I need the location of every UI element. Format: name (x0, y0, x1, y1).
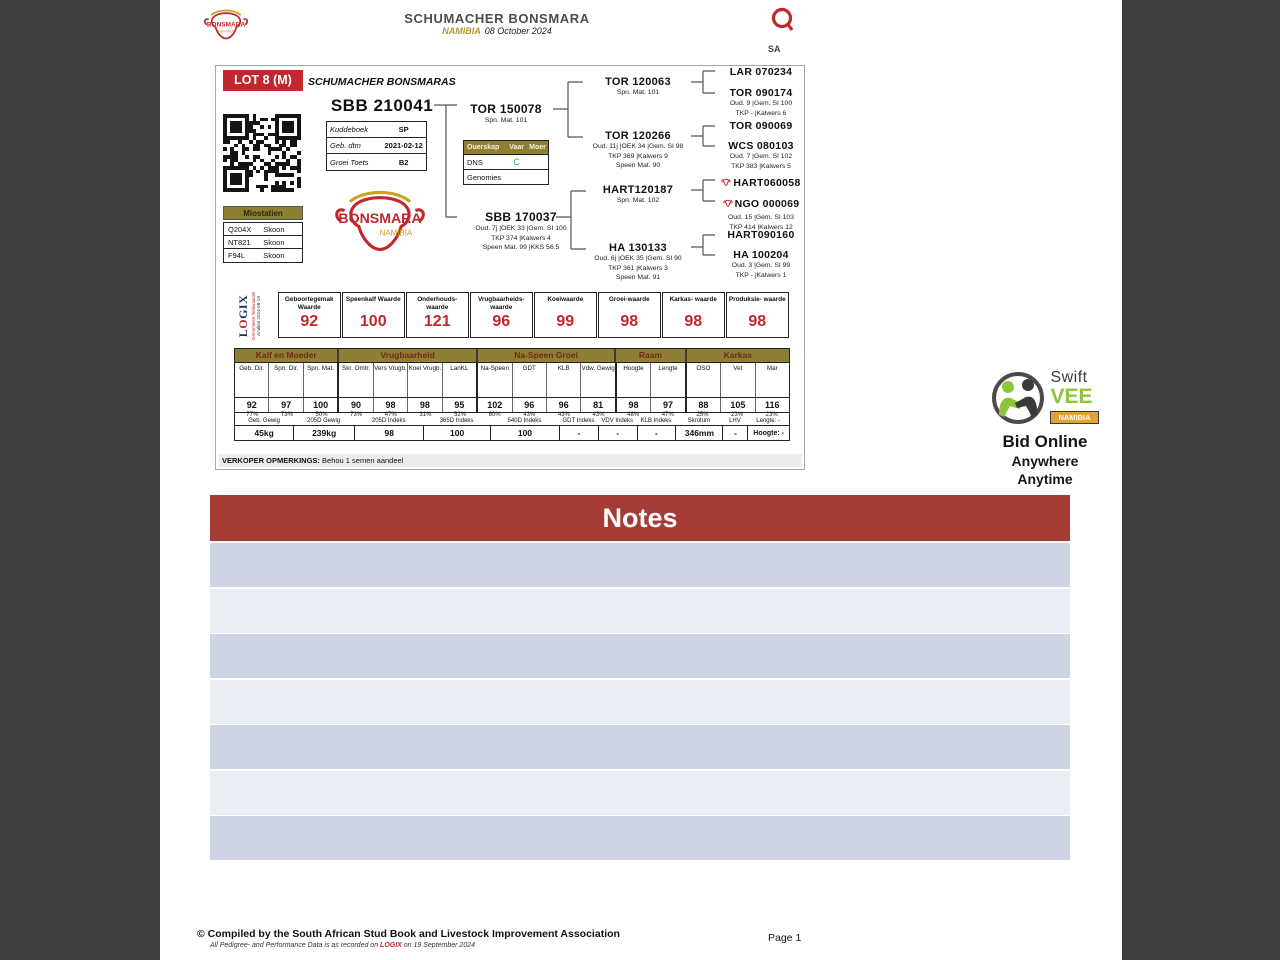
ebv-box-label: Speenkalf Waarde (345, 296, 401, 303)
bonsmara-brand-icon (723, 195, 733, 213)
info-value: SP (398, 125, 409, 134)
measurement-value: 100 (490, 426, 559, 440)
info-row (327, 138, 426, 154)
measurement-label: Geb. Gewig (248, 418, 280, 424)
trait-column-header: GDT (512, 363, 546, 397)
animal-info-table (326, 121, 427, 171)
pedigree-id-row (719, 87, 803, 99)
swiftvee-tagline-1: Bid Online (1002, 432, 1088, 451)
info-value: B2 (398, 157, 409, 167)
notes-empty-row (210, 634, 1070, 678)
sale-date: 08 October 2024 (484, 26, 552, 36)
notes-empty-row (210, 680, 1070, 724)
pedigree-detail-line: Speen Mat. 99 |KKS 56.5 (482, 244, 560, 252)
ebv-index-strip (278, 292, 789, 338)
trait-measurement-row (235, 425, 789, 440)
pedigree-animal-id: TOR 090069 (729, 120, 793, 132)
trait-accuracy: 43% (523, 412, 536, 418)
measurement-value: - (722, 426, 747, 440)
measurement-value: - (559, 426, 598, 440)
pedigree-animal-id: LAR 070234 (729, 66, 793, 78)
trait-column-header: Spn. Dir. (268, 363, 302, 397)
miostatien-status: Skoon (263, 237, 285, 247)
ouerskap-row (464, 154, 548, 169)
trait-value: 92 (246, 400, 257, 410)
swiftvee-brand-main: VEE (1050, 385, 1093, 408)
pedigree-id-row (719, 174, 803, 192)
lot-card (215, 65, 805, 470)
pedigree-animal-id: TOR 120266 (605, 130, 671, 142)
document-page (160, 0, 1122, 960)
measurement-label: GDT Indeks (562, 418, 595, 424)
measurement-label: LHV (729, 418, 741, 424)
trait-accuracy: 52% (454, 412, 467, 418)
pedigree-node (573, 242, 703, 283)
ebv-box (662, 292, 725, 338)
miostatien-status: Skoon (263, 224, 285, 234)
pedigree-detail-line: TKP 361 |Kalwers 3 (608, 264, 668, 272)
ebv-box (406, 292, 469, 338)
miostatien-row (224, 236, 302, 249)
pedigree-id-row (441, 102, 571, 116)
ebv-box-label: Vrugbaarheids- waarde (477, 296, 525, 311)
info-value: 2021-02-12 (384, 141, 423, 150)
pedigree-node (441, 102, 571, 126)
trait-column-header: Mar (755, 363, 789, 397)
measurement-value: 98 (354, 426, 423, 440)
sale-subtitle (297, 26, 697, 36)
trait-group-label: Karkas (685, 349, 789, 362)
notes-title: Notes (210, 495, 1070, 541)
pedigree-node (573, 130, 703, 171)
pedigree-id-row (573, 242, 703, 254)
ebv-box-value: 98 (748, 313, 767, 330)
notes-section (210, 495, 1070, 862)
sale-title: SCHUMACHER BONSMARA (404, 11, 590, 26)
trait-group-label: Na-Speen Groei (476, 349, 615, 362)
trait-column-header: Koei Vrugb. (407, 363, 441, 397)
trait-value-row (235, 397, 789, 412)
trait-table (234, 348, 790, 441)
swiftvee-tagline-3: Anytime (1017, 471, 1073, 488)
pedigree-detail-line: Oud. 6j |OEK 35 |Gem. SI 90 (594, 255, 682, 262)
trait-value: 98 (407, 398, 441, 412)
measurement-label: 365D Indeks (439, 418, 474, 424)
pedigree-detail-line: Oud. 7 |Gem. SI 102 (729, 153, 793, 160)
pedigree-id-row (719, 195, 803, 213)
ouerskap-table (463, 140, 549, 185)
trait-accuracy: 77% (246, 412, 259, 418)
pedigree-id-row (573, 184, 703, 196)
trait-value: 98 (373, 398, 407, 412)
trait-accuracy: 60% (488, 412, 501, 418)
pedigree-detail-line: TKP 383 |Kalwers 5 (731, 162, 791, 170)
trait-group-header-row (235, 349, 789, 362)
notes-empty-row (210, 816, 1070, 860)
trait-accuracy: 43% (557, 412, 570, 418)
notes-empty-row (210, 771, 1070, 815)
info-row (327, 122, 426, 138)
breeder-name: SCHUMACHER BONSMARAS (308, 76, 456, 88)
trait-group-label: Raam (614, 349, 684, 362)
pedigree-animal-id: HART060058 (733, 177, 801, 189)
measurement-value: 100 (423, 426, 489, 440)
pedigree-node (573, 184, 703, 206)
ebv-box (278, 292, 341, 338)
ebv-box (534, 292, 597, 338)
footer-logix: LOGIX (380, 942, 402, 949)
pedigree-id-row (719, 120, 803, 132)
bonsmara-logo-small (200, 6, 252, 48)
pedigree-node (719, 229, 803, 241)
measurement-label: Skrotum (687, 418, 711, 424)
miostatien-table (223, 222, 303, 263)
trait-column-header: LanKL (442, 363, 476, 397)
trait-accuracy: 43% (592, 412, 605, 418)
trait-accuracy: 73% (350, 412, 363, 418)
pedigree-detail-line: Oud. 7j |OEK 33 |Gem. SI 100 (475, 225, 567, 232)
ouerskap-col-moer: Moer (529, 144, 546, 151)
pedigree-id-row (719, 140, 803, 152)
logix-subtitle-1: Genomiese Teelwaarde (250, 291, 256, 341)
trait-value: 96 (546, 398, 580, 412)
pedigree-node (719, 249, 803, 280)
ouerskap-col-vaar: Vaar (509, 144, 525, 151)
ebv-box-label: Geboortegemak Waarde (284, 296, 334, 311)
measurement-label: VDV Indeks (601, 418, 634, 424)
trait-accuracy-row (235, 412, 789, 425)
ebv-box-label: Onderhouds- waarde (417, 296, 458, 311)
pedigree-animal-id: TOR 150078 (470, 102, 542, 116)
pedigree-node (573, 76, 703, 98)
trait-column-header: Geb. Dir. (239, 365, 265, 372)
trait-accuracy: 73% (280, 412, 293, 418)
trait-accuracy: 50% (315, 412, 328, 418)
miostatien-row (224, 249, 302, 262)
bonsmara-logo-large-text: BONSMARA (338, 209, 422, 226)
pedigree-detail-line: Spn. Mat. 102 (616, 197, 660, 204)
trait-value: 96 (512, 398, 546, 412)
ouerskap-row (464, 169, 548, 184)
ebv-box-value: 98 (684, 313, 703, 330)
measurement-label: 540D Indeks (507, 418, 542, 424)
ouerskap-vaar-value: C (513, 157, 520, 167)
bonsmara-logo-text: BONSMARA (206, 21, 246, 29)
trait-value: 100 (303, 398, 337, 412)
info-row (327, 154, 426, 170)
swiftvee-namibia-badge: NAMIBIA (1050, 411, 1098, 424)
seller-remarks (219, 454, 802, 467)
trait-column-header: Lengte (650, 363, 684, 397)
trait-column-header: Hoogte (615, 363, 650, 397)
sa-studbook-icon (768, 6, 796, 34)
pedigree-node (719, 195, 803, 232)
pedigree-id-row (573, 130, 703, 142)
trait-group-label: Vrugbaarheid (337, 349, 476, 362)
pedigree-detail-line: TKP 414 |Kalwers 12 (729, 223, 793, 231)
trait-accuracy: 47% (661, 412, 674, 418)
miostatien-status: Skoon (263, 251, 285, 260)
pedigree-id-row (436, 210, 606, 224)
pedigree-node (719, 66, 803, 78)
pedigree-detail-line: TKP 369 |Kalwers 9 (608, 152, 668, 160)
trait-value: 90 (337, 398, 372, 412)
measurement-value: 45kg (254, 428, 274, 438)
trait-value: 97 (650, 398, 684, 412)
measurement-label: Lengte: - (756, 418, 780, 424)
qr-module (297, 188, 301, 192)
ebv-box (598, 292, 661, 338)
trait-column-header: Vdw. Gewig (580, 363, 614, 397)
pedigree-detail-line: TKP - |Kalwers 1 (735, 271, 787, 279)
pedigree-id-row (573, 76, 703, 88)
trait-accuracy: 31% (419, 412, 432, 418)
pedigree-detail-line: Oud. 3 |Gem. SI 99 (731, 262, 791, 269)
measurement-value: - (598, 426, 637, 440)
bonsmara-logo-large-sub: NAMIBIA (379, 228, 413, 238)
pedigree-node (719, 140, 803, 171)
trait-column-header-row (235, 362, 789, 397)
trait-value: 116 (755, 398, 789, 412)
measurement-label: KLB Indeks (640, 418, 672, 424)
footer-copyright: © Compiled by the South African Stud Book and Livestock Improvement Association (197, 928, 620, 940)
trait-value: 97 (268, 398, 302, 412)
info-label: Geb. dtm (330, 141, 361, 150)
seller-remarks-text: Behou 1 semen aandeel (322, 456, 404, 465)
ebv-box-value: 99 (556, 313, 575, 330)
notes-empty-row (210, 543, 1070, 587)
trait-value: 81 (580, 398, 614, 412)
miostatien-code: F94L (228, 251, 246, 260)
measurement-label: 205D Indeks (371, 418, 406, 424)
trait-accuracy: 23% (765, 412, 778, 418)
miostatien-code: NT821 (228, 237, 251, 247)
bonsmara-logo-large (316, 184, 444, 268)
ebv-box-label: Karkas- waarde (669, 296, 717, 303)
pedigree-detail-line: Oud. 11j |OEK 34 |Gem. SI 98 (592, 143, 684, 150)
trait-accuracy: 23% (731, 412, 744, 418)
ebv-box-value: 96 (492, 313, 511, 330)
pedigree-animal-id: WCS 080103 (728, 140, 794, 152)
pedigree-detail-line: TKP - |Kalwers 6 (735, 109, 787, 117)
pedigree-id-row (719, 249, 803, 261)
trait-column-header: OSO (685, 363, 720, 397)
pedigree-id-row (719, 66, 803, 78)
pedigree-animal-id: NGO 000069 (734, 198, 800, 210)
sa-logo-label: SA (768, 44, 781, 54)
swiftvee-handshake-icon (991, 371, 1045, 425)
ebv-box-value: 92 (300, 313, 319, 330)
swiftvee-block (978, 370, 1112, 488)
pedigree-detail-line: Speen Mat. 90 (615, 162, 661, 170)
trait-column-header: Skr. Omtr. (337, 363, 372, 397)
pedigree-animal-id: HA 130133 (609, 242, 667, 254)
animal-id: SBB 210041 (330, 96, 434, 115)
ouerskap-row-label: Genomies (467, 172, 502, 182)
trait-column-header: Vet (720, 363, 754, 397)
lot-number-badge: LOT 8 (M) (223, 70, 303, 91)
info-label: Groei Toets (330, 157, 369, 167)
notes-empty-row (210, 725, 1070, 769)
trait-accuracy: 25% (696, 412, 709, 418)
ebv-box (470, 292, 533, 338)
pedigree-animal-id: HART120187 (602, 184, 674, 196)
swiftvee-brand-top: Swift (1050, 369, 1088, 386)
pedigree-detail-line: Oud. 9 |Gem. SI 100 (729, 100, 793, 107)
sa-studbook-logo (768, 6, 808, 54)
bonsmara-logo-sub: NAMIBIA (218, 28, 234, 34)
trait-value: 88 (685, 398, 720, 412)
trait-column-header: KLB (546, 363, 580, 397)
pedigree-detail-line: Spn. Mat. 101 (484, 117, 528, 124)
pedigree-animal-id: HART090160 (727, 229, 795, 241)
bonsmara-brand-icon (721, 174, 731, 192)
qr-code (223, 114, 301, 192)
measurement-value: 239kg (293, 426, 354, 440)
ebv-box (726, 292, 789, 338)
pedigree-detail-line: TKP 374 |Kalwers 4 (491, 234, 551, 242)
trait-column-header: Spn. Mat. (303, 363, 337, 397)
trait-column-header: Vers Vrugb. (373, 363, 407, 397)
pedigree-animal-id: TOR 120063 (605, 76, 671, 88)
ebv-box-value: 121 (423, 313, 451, 330)
trait-value: 98 (615, 398, 650, 412)
ebv-box-label: Koeiwaarde (547, 296, 584, 303)
trait-value: 105 (720, 398, 754, 412)
trait-group-label: Kalf en Moeder (255, 350, 317, 360)
pedigree-detail-line: Speen Mat. 91 (615, 274, 661, 282)
pedigree-animal-id: TOR 090174 (729, 87, 793, 99)
info-label: Kuddeboek (330, 125, 368, 134)
measurement-value: Hoogte: - (747, 426, 789, 440)
measurement-value: - (637, 426, 676, 440)
pedigree-animal-id: SBB 170037 (485, 210, 557, 224)
ebv-box-label: Produksie- waarde (728, 296, 786, 303)
measurement-label: 205D Gewig (307, 418, 341, 424)
ouerskap-row-label: DNS (467, 157, 483, 167)
seller-remarks-label: VERKOPER OPMERKINGS: (222, 456, 320, 465)
miostatien-row (224, 223, 302, 236)
ebv-box-label: Groei-waarde (608, 296, 650, 303)
pedigree-id-row (719, 229, 803, 241)
pedigree-animal-id: HA 100204 (733, 249, 789, 261)
trait-accuracy: 47% (384, 412, 397, 418)
footer-data-source: All Pedigree- and Performance Data is as recorded on LOGIX on 19 September 2024 (210, 942, 475, 949)
miostatien-code: Q204X (228, 224, 252, 234)
ouerskap-header (464, 141, 548, 154)
trait-value: 95 (442, 398, 476, 412)
trait-accuracy: 48% (627, 412, 640, 418)
miostatien-block (223, 206, 303, 263)
pedigree-detail-line: Oud. 15 |Gem. SI 103 (728, 214, 794, 221)
pedigree-node (719, 120, 803, 132)
pedigree-node (719, 174, 803, 192)
logix-logo (224, 292, 274, 340)
logix-subtitle-2: Analise 2024-08-19 (255, 296, 261, 336)
trait-value: 102 (476, 398, 511, 412)
notes-empty-row (210, 589, 1070, 633)
ebv-box-value: 98 (620, 313, 639, 330)
ouerskap-title: Ouerskap (467, 144, 500, 151)
page-number: Page 1 (768, 932, 802, 944)
sale-location: NAMIBIA (442, 26, 481, 36)
measurement-value: 346mm (675, 426, 722, 440)
miostatien-header: Miostatien (223, 206, 303, 220)
ebv-box (342, 292, 405, 338)
logix-brand: LOGIX (235, 294, 250, 338)
pedigree-node (719, 87, 803, 118)
ebv-box-value: 100 (359, 313, 387, 330)
pedigree-detail-line: Spn. Mat. 101 (616, 89, 660, 96)
swiftvee-tagline-2: Anywhere (1011, 453, 1079, 469)
trait-column-header: Na-Speen (476, 363, 511, 397)
